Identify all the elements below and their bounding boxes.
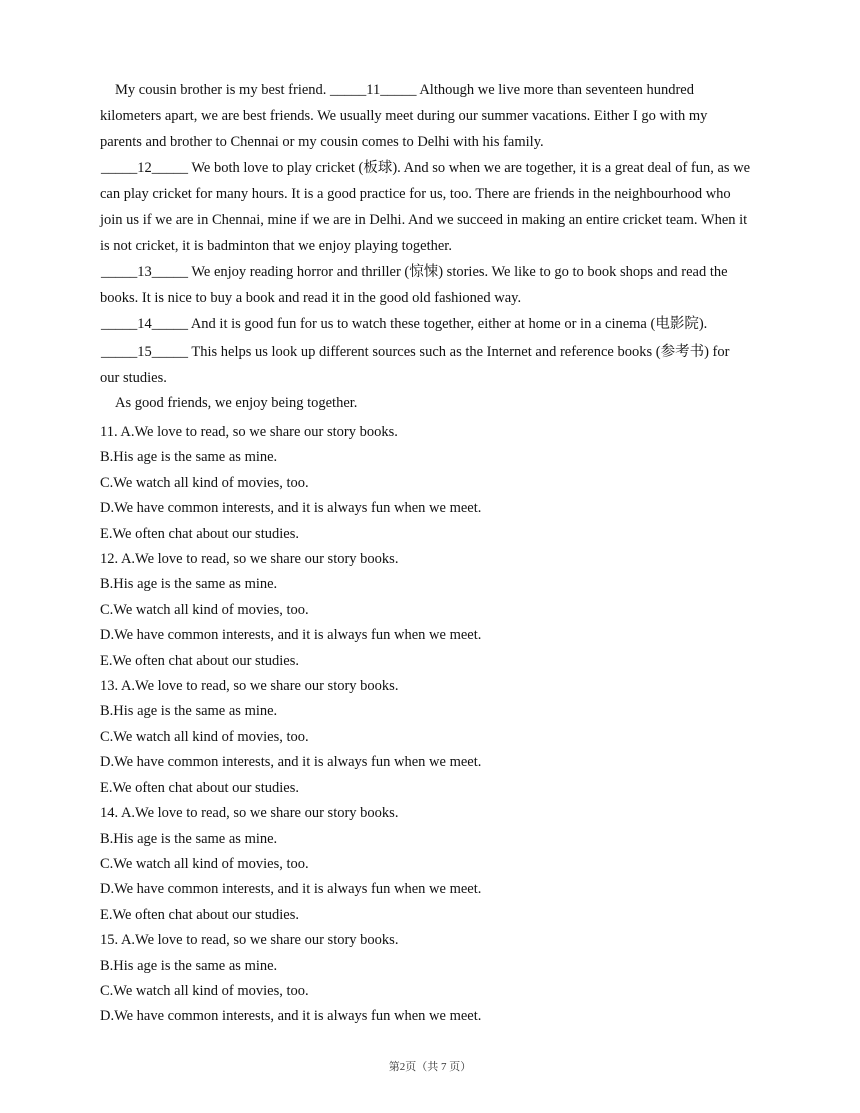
option-12-b: B.His age is the same as mine. (100, 576, 278, 593)
option-14-b: B.His age is the same as mine. (100, 830, 278, 847)
passage-paragraph-3: _____13_____ We enjoy reading horror and thriller (惊悚) stories. We like to go to book shops and read the books. It is nice to buy a book and read it in the good old fashioned way. (100, 264, 728, 306)
option-12-e: E.We often chat about our studies. (100, 652, 299, 669)
passage-paragraph-4: _____14_____ And it is good fun for us to watch these together, either at home or in a cinema (电影院). (101, 316, 708, 332)
option-15-d: D.We have common interests, and it is always fun when we meet. (100, 1008, 482, 1025)
option-11-d: D.We have common interests, and it is always fun when we meet. (100, 500, 482, 517)
option-12-a: 12. A.We love to read, so we share our story books. (100, 551, 399, 568)
question-11 (100, 420, 752, 547)
option-13-c: C.We watch all kind of movies, too. (100, 728, 309, 745)
option-12-d: D.We have common interests, and it is always fun when we meet. (100, 627, 482, 644)
passage-paragraph-2: _____12_____ We both love to play cricket (板球). And so when we are together, it is a great deal of fun, as we can play cricket for many hours. It is a good practice for us, too. There are friends in the neighbourhood who join us if we are in Chennai, mine if we are in Delhi. And we succeed in making an entire cricket team. When it is not cricket, it is badminton that we enjoy playing together. (100, 160, 751, 254)
option-13-d: D.We have common interests, and it is always fun when we meet. (100, 754, 482, 771)
reading-passage (100, 77, 752, 417)
passage-paragraph-1: My cousin brother is my best friend. _____11_____ Although we live more than seventeen hundred kilometers apart, we are best friends. We usually meet during our summer vacations. Either I go with my parents and brother to Chennai or my cousin comes to Delhi with his family. (100, 82, 708, 150)
option-11-c: C.We watch all kind of movies, too. (100, 474, 309, 491)
question-13 (100, 674, 752, 801)
option-11-b: B.His age is the same as mine. (100, 449, 278, 466)
option-12-c: C.We watch all kind of movies, too. (100, 601, 309, 618)
page-number-footer: 第2页（共 7 页） (388, 1061, 472, 1073)
option-11-a: 11. A.We love to read, so we share our story books. (100, 424, 398, 440)
option-13-e: E.We often chat about our studies. (100, 779, 299, 796)
option-13-b: B.His age is the same as mine. (100, 703, 278, 720)
option-14-d: D.We have common interests, and it is always fun when we meet. (100, 881, 482, 898)
option-15-b: B.His age is the same as mine. (100, 957, 278, 974)
option-14-a: 14. A.We love to read, so we share our story books. (100, 805, 399, 822)
option-14-c: C.We watch all kind of movies, too. (100, 855, 309, 872)
passage-paragraph-6: As good friends, we enjoy being together. (115, 395, 358, 411)
question-14 (100, 801, 752, 928)
option-14-e: E.We often chat about our studies. (100, 906, 299, 923)
question-15 (100, 928, 752, 1030)
option-11-e: E.We often chat about our studies. (100, 525, 299, 542)
option-15-c: C.We watch all kind of movies, too. (100, 982, 309, 999)
option-15-a: 15. A.We love to read, so we share our story books. (100, 932, 399, 949)
option-13-a: 13. A.We love to read, so we share our story books. (100, 678, 399, 695)
passage-paragraph-5: _____15_____ This helps us look up different sources such as the Internet and reference books (参考书) for our studies. (100, 344, 730, 386)
answer-options (100, 420, 752, 1030)
question-12 (100, 547, 752, 674)
